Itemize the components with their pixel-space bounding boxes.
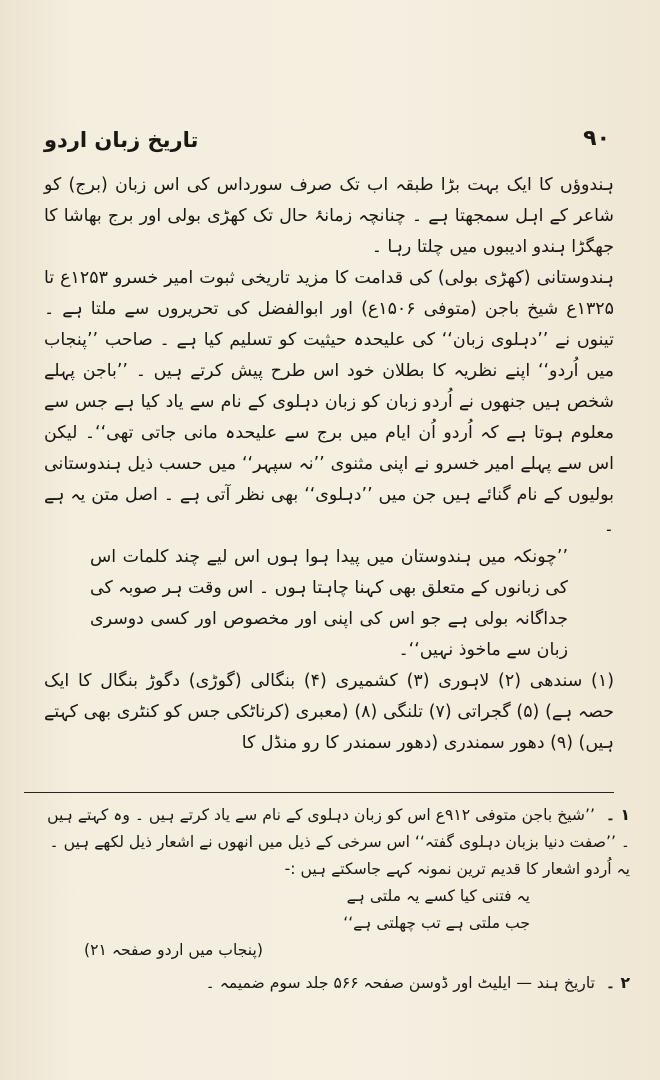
languages-list: (۱) سندھی (۲) لاہوری (۳) کشمیری (۴) بنگالی (گوڑی) دگوڑ بنگال کا ایک حصہ ہے) (۵) گجراتی (۷) تلنگی (۸) (معبری (کرناٹکی جس کو کنٹری بھی کہتے ہیں) (۹) دھور سمندری (دھور سمندر کا رو منڈل کا bbox=[44, 671, 614, 753]
footnote-1-text: ’’شیخ باجن متوفی ۹۱۲ع اس کو زبان دہلوی کے نام سے یاد کرتے ہیں ۔ وہ کہتے ہیں ۔ ’’صفت دنیا بزبان دہلوی گفتہ‘‘ اس سرخی کے ذیل میں انھوں نے اشعار ذیل لکھے ہیں ۔ یہ اُردو اشعار کا قدیم ترین نمونہ کہے جاسکتے ہیں :- bbox=[47, 806, 630, 878]
footnote-2-number: ۲ ۔ bbox=[605, 974, 630, 992]
block-quote: ’’چونکہ میں ہندوستان میں پیدا ہوا ہوں اس لیے چند کلمات اس کی زبانوں کے متعلق بھی کہنا چاہتا ہوں ۔ اس وقت ہر صوبہ کی جداگانہ بولی ہے جو اس کی اپنی اور مخصوص اور کسی دوسری زبان سے ماخوذ نہیں‘‘۔ bbox=[90, 547, 568, 660]
footnote-divider bbox=[24, 792, 614, 793]
footnote-1-number: ۱ ۔ bbox=[605, 806, 630, 824]
footnote-1-reference: (پنجاب میں اردو صفحہ ۲۱) bbox=[84, 941, 263, 959]
footnotes bbox=[44, 802, 630, 997]
footnote-2 bbox=[44, 970, 630, 997]
paragraph-1: ہندوؤں کا ایک بہت بڑا طبقہ اب تک صرف سورداس کی اس زبان (برج) کو شاعر کے اہل سمجھتا ہے ۔ چنانچہ زمانۂ حال تک کھڑی بولی اور برج بھاشا کا جھگڑا ہندو ادیبوں میں چلتا رہا ۔ bbox=[44, 175, 614, 257]
footnote-2-text: تاریخ ہند — ایلیٹ اور ڈوسن صفحہ ۵۶۶ جلد سوم ضمیمہ ۔ bbox=[205, 974, 595, 992]
verse-line-1: یہ فتنی کیا کسے یہ ملتی ہے bbox=[346, 887, 530, 905]
paragraph-2: ہندوستانی (کھڑی بولی) کی قدامت کا مزید تاریخی ثبوت امیر خسرو ۱۲۵۳ع تا ۱۳۲۵ع شیخ باجن (متوفی ۱۵۰۶ع) اور ابوالفضل کی تحریروں سے ملتا ہے ۔ تینوں نے ’’دہلوی زبان‘‘ کی علیحدہ حیثیت کو تسلیم کیا ہے ۔ صاحب ’’پنجاب میں اُردو‘‘ اپنے نظریہ کا بطلان خود اس طرح پیش کرتے ہیں ۔ ’’باجن پہلے شخص ہیں جنھوں نے اُردو زبان کو زبان دہلوی کے نام سے یاد کیا ہے جس سے معلوم ہوتا ہے کہ اُردو اُن ایام میں برج سے علیحدہ مانی جاتی تھی‘‘۔ لیکن اس سے پہلے امیر خسرو نے اپنی مثنوی ’’نہ سپہر‘‘ میں حسب ذیل ہندوستانی بولیوں کے نام گنائے ہیں جن میں ’’دہلوی‘‘ بھی نظر آتی ہے ۔ اصل متن یہ ہے ۔ bbox=[44, 268, 614, 536]
footnote-1 bbox=[44, 802, 630, 883]
page-number: ۹۰ bbox=[583, 126, 610, 151]
main-text bbox=[44, 170, 614, 759]
verse-line-2: جب ملتی ہے تب چھلتی ہے‘‘ bbox=[343, 914, 530, 932]
running-title: تاریخ زبان اردو bbox=[44, 128, 199, 152]
page-header bbox=[44, 126, 610, 166]
